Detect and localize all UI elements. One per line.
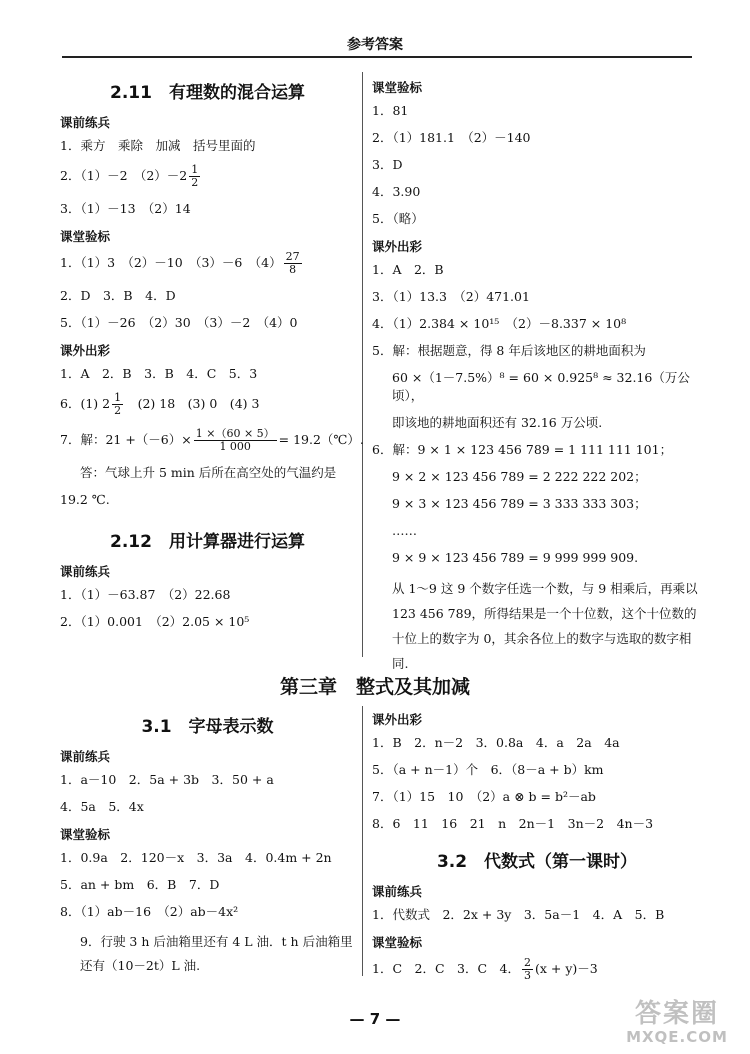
subheading: 课堂验标 — [372, 935, 423, 950]
section-title-2-12: 2.12 用计算器进行运算 — [110, 532, 305, 552]
answer-line: 1．B 2．n－2 3．0.8a 4．a 2a 4a — [372, 735, 620, 750]
answer-line: 5．（a + n－1）个 6．（8－a + b）km — [372, 762, 604, 777]
answer-paragraph: 9．行驶 3 h 后油箱里还有 4 L 油．t h 后油箱里还有（10－2t）L 油. — [80, 934, 353, 973]
answer-line: 5．（略） — [372, 211, 424, 226]
subheading: 课外出彩 — [372, 239, 423, 254]
chapter-title: 第三章 整式及其加减 — [279, 676, 470, 698]
page-number: — 7 — — [349, 1010, 401, 1028]
answer-line: 2．（1）－2 （2）－2 $\frac{1}{2}$ — [60, 163, 199, 189]
answer-line: 4．（1）2.384 × 10¹⁵ （2）－8.337 × 10⁸ — [372, 316, 627, 331]
answer-line: 1．（1）3 （2）－10 （3）－6 （4） $\frac{27}{8}$ — [60, 250, 300, 276]
section-title-3-1: 3.1 字母表示数 — [141, 717, 274, 737]
header-rule — [62, 56, 692, 58]
right-column-top — [372, 72, 702, 685]
right-column-bottom — [372, 706, 702, 993]
answer-line: 1．代数式 2．2x + 3y 3．5a－1 4．A 5．B — [372, 907, 665, 922]
answer-line: 2．D 3．B 4．D — [60, 288, 176, 303]
answer-line: 即该地的耕地面积还有 32.16 万公顷. — [392, 415, 603, 430]
answer-line: 1．0.9a 2．120－x 3．3a 4．0.4m + 2n — [60, 850, 332, 865]
watermark-logo — [612, 1000, 742, 1050]
answer-line: 1．A 2．B — [372, 262, 444, 277]
answer-line: 1．C 2．C 3．C 4． $\frac{2}{3}$ (x + y)－3 — [372, 956, 598, 982]
left-column-bottom — [60, 706, 355, 987]
watermark-text: 答案圈 — [634, 999, 719, 1029]
fraction: $\frac{1}{2}$ — [191, 163, 199, 189]
subheading: 课堂验标 — [372, 80, 423, 95]
column-divider-bottom — [362, 706, 363, 976]
answer-line: 8．6 11 16 21 n 2n－1 3n－2 4n－3 — [372, 816, 654, 831]
watermark-url: MXQE.COM — [626, 1028, 728, 1046]
subheading: 课外出彩 — [372, 712, 423, 727]
subheading: 课前练兵 — [372, 884, 423, 899]
answer-line: 3．D — [372, 157, 403, 172]
answer-line: 3．（1）13.3 （2）471.01 — [372, 289, 530, 304]
answer-line: 9 × 9 × 123 456 789 = 9 999 999 909. — [392, 550, 639, 565]
subheading: 课前练兵 — [60, 115, 111, 130]
answer-line: 19.2 ℃. — [60, 492, 110, 507]
answer-line: 1．乘方 乘除 加减 括号里面的 — [60, 138, 256, 153]
fraction: $\frac{1 \times(60 \times 5)}{1 000}$ — [195, 427, 275, 453]
answer-line: 答：气球上升 5 min 后所在高空处的气温约是 — [80, 465, 337, 480]
section-title-2-11: 2.11 有理数的混合运算 — [110, 83, 305, 103]
answer-line: 2．（1）0.001 （2）2.05 × 10⁵ — [60, 614, 250, 629]
answer-line: 4．3.90 — [372, 184, 421, 199]
left-column-top — [60, 72, 364, 640]
fraction: $\frac{27}{8}$ — [285, 250, 300, 276]
answer-line: 7．解：21 +（－6）× $\frac{1 \times(60 \times 5)}{1 000}$ = 19.2（℃）. — [60, 427, 364, 453]
answer-line: 9 × 3 × 123 456 789 = 3 333 333 303； — [392, 496, 647, 511]
answer-line: 1．a－10 2．5a + 3b 3．50 + a — [60, 772, 274, 787]
answer-line: 5．（1）－26 （2）30 （3）－2 （4）0 — [60, 315, 298, 330]
answer-line: 6．(1) 2 $\frac{1}{2}$ (2) 18 (3) 0 (4) 3 — [60, 391, 260, 417]
answer-line: 6．解：9 × 1 × 123 456 789 = 1 111 111 101； — [372, 442, 673, 457]
answer-line: 2．（1）181.1 （2）－140 — [372, 130, 531, 145]
column-divider-top — [362, 72, 363, 657]
answer-line: 1．（1）－63.87 （2）22.68 — [60, 587, 231, 602]
section-title-3-2: 3.2 代数式（第一课时） — [436, 852, 638, 872]
answer-line: 3．（1）－13 （2）14 — [60, 201, 191, 216]
answer-line: 60 ×（1－7.5%）⁸ = 60 × 0.925⁸ ≈ 32.16（万公顷）， — [392, 370, 690, 403]
answer-line: 9 × 2 × 123 456 789 = 2 222 222 202； — [392, 469, 647, 484]
subheading: 课堂验标 — [60, 827, 111, 842]
answer-line: 1．81 — [372, 103, 409, 118]
subheading: 课外出彩 — [60, 343, 111, 358]
answer-line: 4．5a 5．4x — [60, 799, 144, 814]
subheading: 课前练兵 — [60, 564, 111, 579]
answer-line: 7．（1）15 10 （2）a ⊗ b = b²－ab — [372, 789, 596, 804]
fraction: $\frac{2}{3}$ — [524, 956, 532, 982]
answer-line: …… — [392, 523, 417, 538]
subheading: 课堂验标 — [60, 229, 111, 244]
page-header-title: 参考答案 — [347, 37, 403, 53]
answer-paragraph: 从 1～9 这 9 个数字任选一个数，与 9 相乘后，再乘以 123 456 789，所得结果是一个十位数，这个十位数的十位上的数字为 0，其余各位上的数字与选取的数字相同. — [392, 581, 698, 671]
fraction: $\frac{1}{2}$ — [114, 391, 122, 417]
answer-line: 5．an + bm 6．B 7．D — [60, 877, 220, 892]
answer-line: 8．（1）ab－16 （2）ab－4x² — [60, 904, 239, 919]
subheading: 课前练兵 — [60, 749, 111, 764]
answer-line: 5．解：根据题意，得 8 年后该地区的耕地面积为 — [372, 343, 646, 358]
answer-line: 1．A 2．B 3．B 4．C 5．3 — [60, 366, 258, 381]
